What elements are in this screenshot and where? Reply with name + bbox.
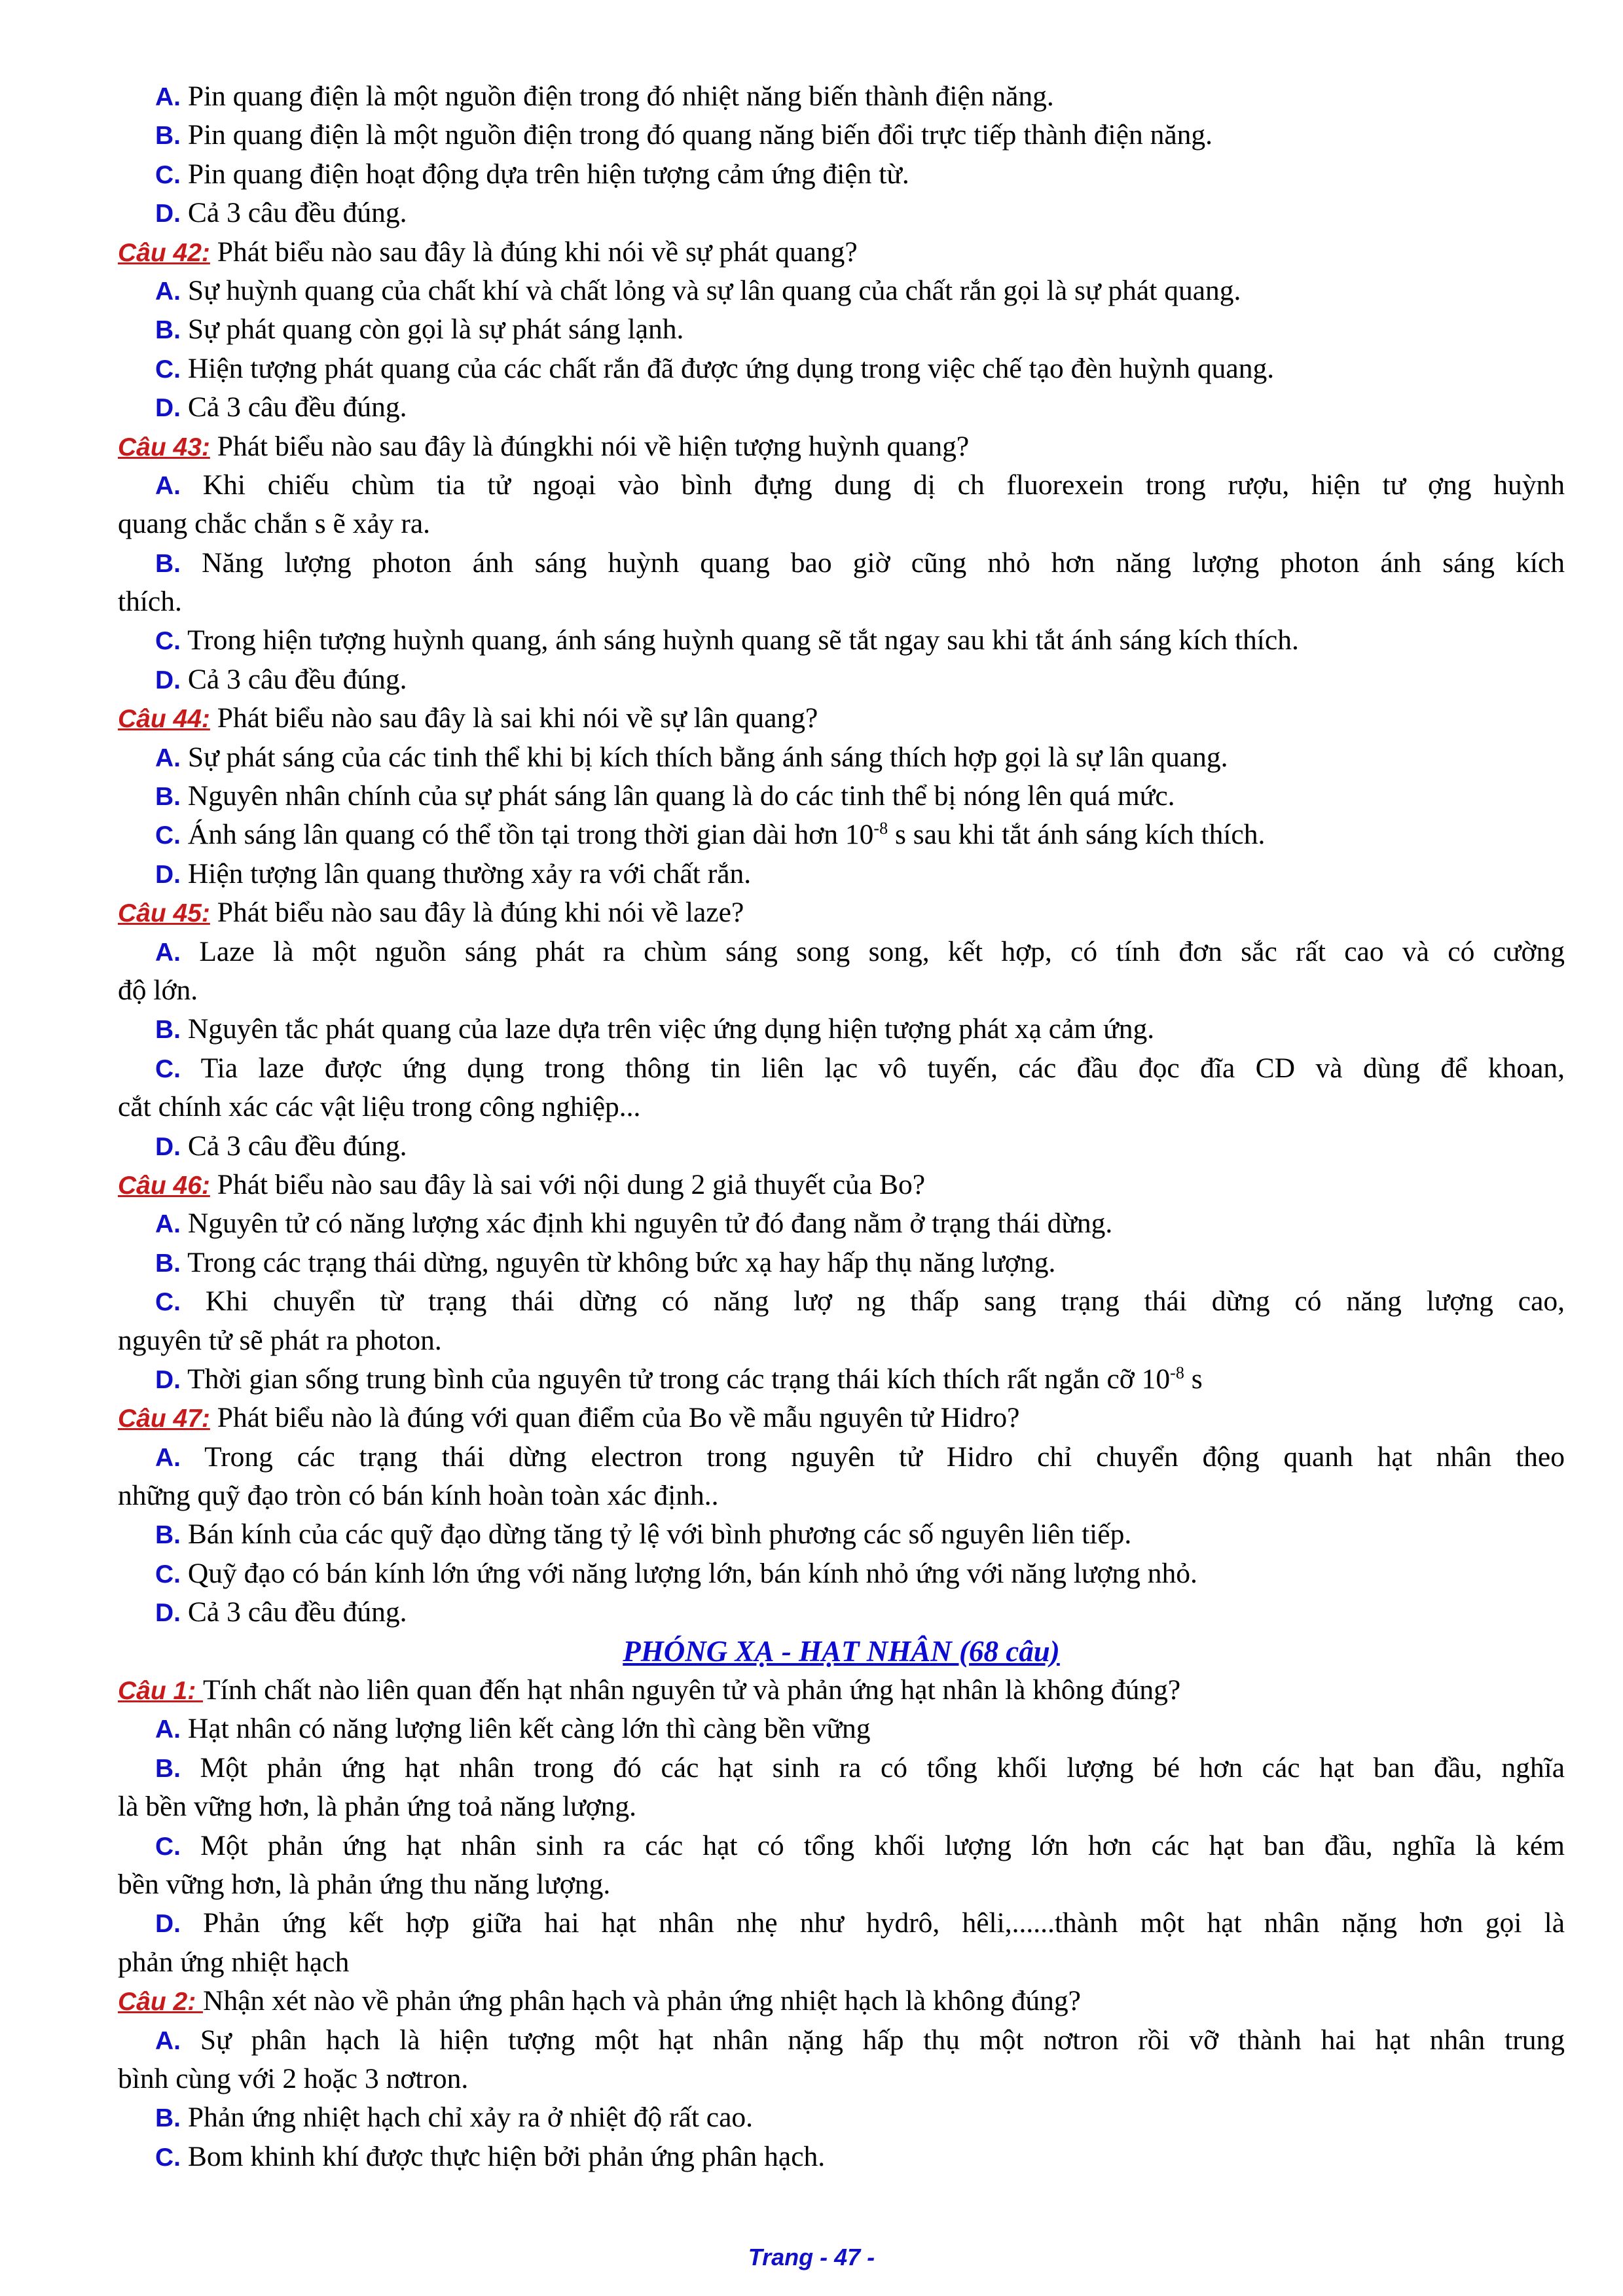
- option-c: C. Một phản ứng hạt nhân sinh ra các hạt có tổng khối lượng lớn hơn các hạt ban đầu, nghĩa là kém: [155, 1829, 1565, 1861]
- option-d: D. Cả 3 câu đều đúng.: [155, 1596, 407, 1628]
- option-d: D. Cả 3 câu đều đúng.: [155, 663, 407, 695]
- option-b: B. Nguyên nhân chính của sự phát sáng lân quang là do các tinh thể bị nóng lên quá mức.: [155, 780, 1175, 812]
- option-b-continued: thích.: [118, 586, 182, 618]
- option-c: C. Khi chuyển từ trạng thái dừng có năng lượ ng thấp sang trạng thái dừng có năng lượng cao,: [155, 1285, 1565, 1318]
- option-b: B. Bán kính của các quỹ đạo dừng tăng tỷ lệ với bình phương các số nguyên liên tiếp.: [155, 1518, 1132, 1551]
- option-b: B. Phản ứng nhiệt hạch chỉ xảy ra ở nhiệt độ rất cao.: [155, 2102, 754, 2134]
- option-a: A. Laze là một nguồn sáng phát ra chùm sáng song song, kết hợp, có tính đơn sắc rất cao và có cường: [155, 935, 1565, 967]
- option-a-continued: độ lớn.: [118, 974, 198, 1006]
- option-d-continued: phản ứng nhiệt hạch: [118, 1946, 350, 1978]
- question-1: Câu 1: Tính chất nào liên quan đến hạt nhân nguyên tử và phản ứng hạt nhân là không đúng?: [118, 1674, 1181, 1706]
- option-a: A. Sự huỳnh quang của chất khí và chất lỏng và sự lân quang của chất rắn gọi là sự phát quang.: [155, 274, 1241, 306]
- option-a-continued: những quỹ đạo tròn có bán kính hoàn toàn xác định..: [118, 1480, 719, 1512]
- question-44: Câu 44: Phát biểu nào sau đây là sai khi nói về sự lân quang?: [118, 702, 818, 734]
- option-a-continued: quang chắc chắn s ẽ xảy ra.: [118, 508, 431, 540]
- option-a: A. Hạt nhân có năng lượng liên kết càng lớn thì càng bền vững: [155, 1713, 871, 1745]
- option-d: D. Cả 3 câu đều đúng.: [155, 391, 407, 423]
- question-42: Câu 42: Phát biểu nào sau đây là đúng khi nói về sự phát quang?: [118, 236, 858, 268]
- option-b: B. Nguyên tắc phát quang của laze dựa trên việc ứng dụng hiện tượng phát xạ cảm ứng.: [155, 1013, 1155, 1045]
- question-47: Câu 47: Phát biểu nào là đúng với quan điểm của Bo về mẫu nguyên tử Hidro?: [118, 1402, 1020, 1434]
- option-c: C. Trong hiện tượng huỳnh quang, ánh sáng huỳnh quang sẽ tắt ngay sau khi tắt ánh sáng kích thích.: [155, 624, 1299, 656]
- option-a: A. Khi chiếu chùm tia tử ngoại vào bình đựng dung dị ch fluorexein trong rượu, hiện tư ợng huỳnh: [155, 469, 1565, 501]
- option-c: C. Quỹ đạo có bán kính lớn ứng với năng lượng lớn, bán kính nhỏ ứng với năng lượng nhỏ.: [155, 1557, 1197, 1589]
- option-b: B. Trong các trạng thái dừng, nguyên từ không bức xạ hay hấp thụ năng lượng.: [155, 1246, 1056, 1278]
- option-d: D. Cả 3 câu đều đúng.: [155, 197, 407, 229]
- option-d: D. Cả 3 câu đều đúng.: [155, 1130, 407, 1162]
- page-number: Trang - 47 -: [748, 2244, 875, 2270]
- question-45: Câu 45: Phát biểu nào sau đây là đúng khi nói về laze?: [118, 897, 744, 929]
- option-d: D. Thời gian sống trung bình của nguyên tử trong các trạng thái kích thích rất ngắn cỡ $10^{-8}$ s: [155, 1363, 1203, 1395]
- option-a: A. Trong các trạng thái dừng electron trong nguyên tử Hidro chỉ chuyển động quanh hạt nhân theo: [155, 1441, 1565, 1473]
- option-a: A. Pin quang điện là một nguồn điện trong đó nhiệt năng biến thành điện năng.: [155, 81, 1054, 112]
- option-b: B. Pin quang điện là một nguồn điện trong đó quang năng biến đổi trực tiếp thành điện năng.: [155, 119, 1213, 151]
- option-a-continued: bình cùng với 2 hoặc 3 nơtron.: [118, 2062, 469, 2094]
- option-d: D. Hiện tượng lân quang thường xảy ra với chất rắn.: [155, 857, 752, 889]
- option-c: C. Hiện tượng phát quang của các chất rắn đã được ứng dụng trong việc chế tạo đèn huỳnh quang.: [155, 352, 1275, 384]
- option-c-continued: cắt chính xác các vật liệu trong công nghiệp...: [118, 1091, 641, 1123]
- option-c-continued: bền vững hơn, là phản ứng thu năng lượng.: [118, 1868, 611, 1900]
- question-43: Câu 43: Phát biểu nào sau đây là đúngkhi nói về hiện tượng huỳnh quang?: [118, 430, 970, 462]
- option-c: C. Pin quang điện hoạt động dựa trên hiện tượng cảm ứng điện từ.: [155, 158, 909, 190]
- question-2: Câu 2: Nhận xét nào về phản ứng phân hạch và phản ứng nhiệt hạch là không đúng?: [118, 1985, 1081, 2017]
- section-title: PHÓNG XẠ - HẠT NHÂN (68 câu): [623, 1634, 1060, 1668]
- option-a: A. Nguyên tử có năng lượng xác định khi nguyên tử đó đang nằm ở trạng thái dừng.: [155, 1208, 1113, 1240]
- option-b: B. Năng lượng photon ánh sáng huỳnh quang bao giờ cũng nhỏ hơn năng lượng photon ánh sáng kích: [155, 547, 1565, 579]
- option-d: D. Phản ứng kết hợp giữa hai hạt nhân nhẹ như hydrô, hêli,......thành một hạt nhân nặng hơn gọi là: [155, 1907, 1565, 1939]
- option-b: B. Một phản ứng hạt nhân trong đó các hạt sinh ra có tổng khối lượng bé hơn các hạt ban đầu, nghĩa: [155, 1751, 1565, 1784]
- question-46: Câu 46: Phát biểu nào sau đây là sai với nội dung 2 giả thuyết của Bo?: [118, 1168, 926, 1200]
- option-b: B. Sự phát quang còn gọi là sự phát sáng lạnh.: [155, 314, 684, 346]
- option-c: C. Ánh sáng lân quang có thể tồn tại trong thời gian dài hơn $10^{-8}$ s sau khi tắt ánh sáng kích thích.: [155, 819, 1266, 851]
- option-c: C. Tia laze được ứng dụng trong thông tin liên lạc vô tuyến, các đầu đọc đĩa CD và dùng để khoan,: [155, 1052, 1565, 1084]
- option-a: A. Sự phát sáng của các tinh thể khi bị kích thích bằng ánh sáng thích hợp gọi là sự lân quang.: [155, 741, 1228, 773]
- document-page: [118, 77, 1565, 2176]
- option-c: C. Bom khinh khí được thực hiện bởi phản ứng phân hạch.: [155, 2140, 826, 2172]
- option-a: A. Sự phân hạch là hiện tượng một hạt nhân nặng hấp thụ một nơtron rồi vỡ thành hai hạt nhân trung: [155, 2024, 1565, 2056]
- option-b-continued: là bền vững hơn, là phản ứng toả năng lượng.: [118, 1791, 637, 1823]
- option-c-continued: nguyên tử sẽ phát ra photon.: [118, 1324, 442, 1356]
